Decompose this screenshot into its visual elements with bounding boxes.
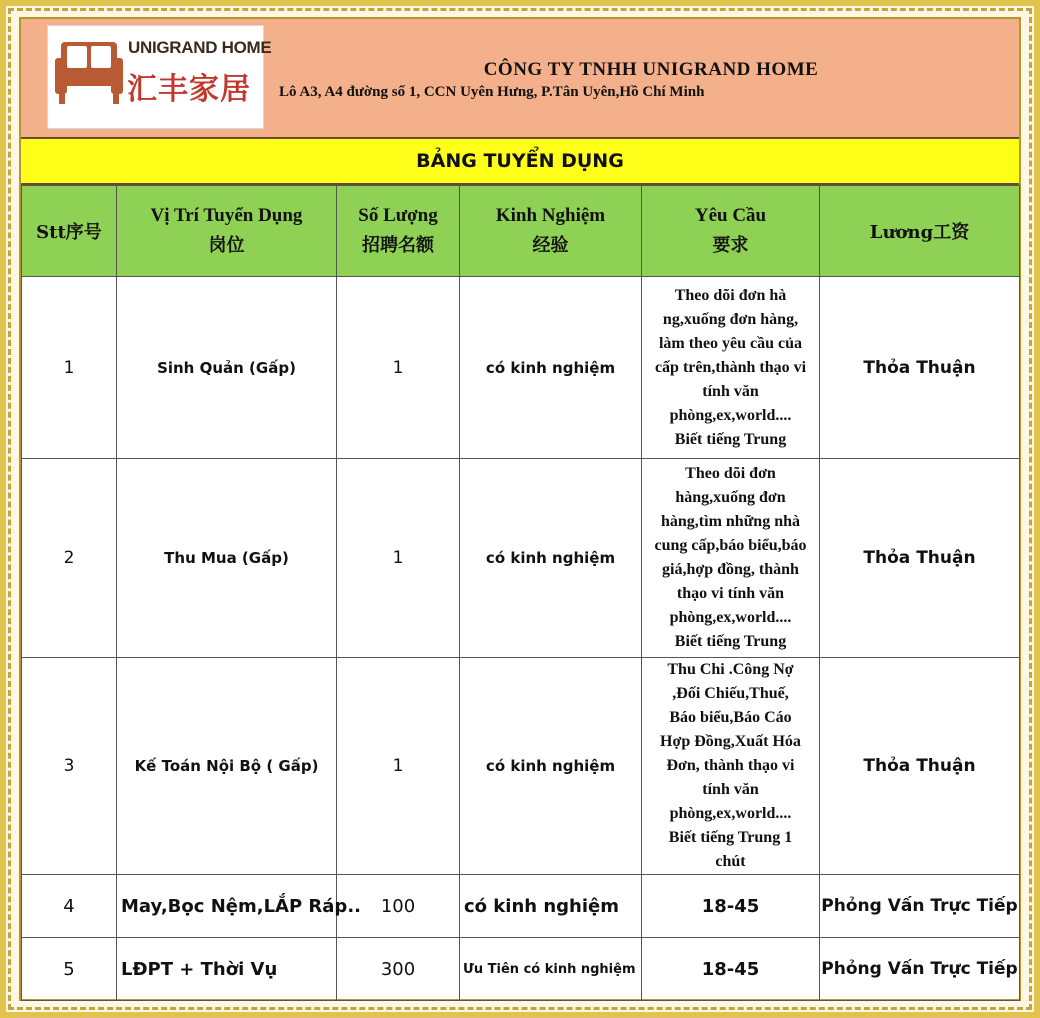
requirement-line: hàng,xuống đơn	[675, 489, 786, 506]
cell-requirement	[642, 938, 820, 1001]
cell-experience: có kinh nghiệm	[460, 277, 642, 459]
table-row	[22, 277, 1020, 459]
requirement-line: thạo vi tính văn	[676, 585, 785, 602]
cell-stt: 3	[22, 658, 117, 875]
requirement-line: tính văn	[702, 781, 759, 798]
requirement-line: Đơn, thành thạo vi	[666, 757, 795, 774]
column-header-stt: Stt序号	[22, 186, 117, 277]
cell-salary: Thỏa Thuận	[820, 459, 1020, 658]
requirement-line: Biết tiếng Trung 1	[668, 829, 793, 846]
cell-stt: 1	[22, 277, 117, 459]
cell-qty: 300	[337, 938, 460, 1001]
cell-experience: có kinh nghiệm	[460, 658, 642, 875]
requirement-line: phòng,ex,world....	[669, 609, 792, 626]
cell-requirement	[642, 459, 820, 658]
cell-salary: Thỏa Thuận	[820, 277, 1020, 459]
cell-requirement	[642, 277, 820, 459]
cell-salary: Phỏng Vấn Trực Tiếp	[820, 938, 1020, 1001]
cell-salary: Phỏng Vấn Trực Tiếp	[820, 875, 1020, 938]
requirement-line: 18-45	[701, 958, 760, 980]
cell-position: Kế Toán Nội Bộ ( Gấp)	[117, 658, 337, 875]
table-row	[22, 938, 1020, 1001]
company-logo	[47, 25, 272, 129]
cell-experience: có kinh nghiệm	[460, 459, 642, 658]
cell-experience: có kinh nghiệm	[460, 875, 642, 938]
cell-position: May,Bọc Nệm,LẮP Ráp..	[117, 875, 337, 938]
table-row	[22, 459, 1020, 658]
requirement-line: ng,xuống đơn hàng,	[662, 310, 799, 328]
page-title: BẢNG TUYỂN DỤNG	[21, 139, 1019, 185]
cell-stt: 4	[22, 875, 117, 938]
cell-qty: 1	[337, 277, 460, 459]
cell-qty: 100	[337, 875, 460, 938]
cell-experience: Ưu Tiên có kinh nghiệm	[460, 938, 642, 1001]
requirement-line: chút	[715, 853, 746, 870]
requirement-line: ,Đối Chiếu,Thuế,	[672, 685, 789, 702]
requirement-line: phòng,ex,world....	[669, 406, 792, 424]
table-row	[22, 658, 1020, 875]
logo-text-en: UNIGRAND HOME	[128, 38, 272, 57]
cell-requirement	[642, 658, 820, 875]
cell-qty: 1	[337, 658, 460, 875]
requirement-line: phòng,ex,world....	[669, 805, 792, 822]
requirement-line: Biết tiếng Trung	[674, 633, 787, 650]
requirement-line: Báo biểu,Báo Cáo	[669, 709, 792, 726]
column-header-salary: Lương工资	[820, 186, 1020, 277]
requirement-line: Theo dõi đơn hà	[674, 286, 787, 304]
requirement-line: cấp trên,thành thạo vi	[654, 358, 807, 376]
requirement-line: tính văn	[702, 382, 759, 400]
recruitment-table	[21, 185, 1020, 1001]
recruitment-sheet	[19, 17, 1021, 1001]
company-header	[21, 19, 1019, 139]
cell-position: Sinh Quản (Gấp)	[117, 277, 337, 459]
column-header-quantity: Số Lượng 招聘名额	[337, 186, 460, 277]
requirement-line: cung cấp,báo biểu,báo	[654, 537, 807, 554]
requirement-line: giá,hợp đồng, thành	[662, 561, 799, 578]
logo-text-cn: 汇丰家居	[127, 72, 251, 107]
cell-stt: 5	[22, 938, 117, 1001]
requirement-line: Thu Chi .Công Nợ	[667, 661, 794, 678]
requirement-line: Biết tiếng Trung	[674, 430, 787, 448]
requirement-line: Theo dõi đơn	[685, 465, 776, 482]
cell-qty: 1	[337, 459, 460, 658]
requirement-line: 18-45	[701, 895, 760, 917]
cell-requirement	[642, 875, 820, 938]
cell-stt: 2	[22, 459, 117, 658]
company-name: CÔNG TY TNHH UNIGRAND HOME	[483, 59, 819, 80]
requirement-line: Hợp Đồng,Xuất Hóa	[660, 733, 801, 750]
table-header-row	[22, 186, 1020, 277]
company-address: Lô A3, A4 đường số 1, CCN Uyên Hưng, P.Tân Uyên,Hồ Chí Minh	[279, 84, 705, 100]
requirement-line: làm theo yêu cầu của	[658, 334, 803, 352]
requirement-line: hàng,tìm những nhà	[661, 513, 800, 530]
table-row	[22, 875, 1020, 938]
cell-salary: Thỏa Thuận	[820, 658, 1020, 875]
column-header-experience: Kinh Nghiệm 经验	[460, 186, 642, 277]
column-header-position: Vị Trí Tuyển Dụng 岗位	[117, 186, 337, 277]
column-header-requirement: Yêu Cầu 要求	[642, 186, 820, 277]
cell-position: LĐPT + Thời Vụ	[117, 938, 337, 1001]
sofa-icon	[53, 36, 125, 108]
cell-position: Thu Mua (Gấp)	[117, 459, 337, 658]
